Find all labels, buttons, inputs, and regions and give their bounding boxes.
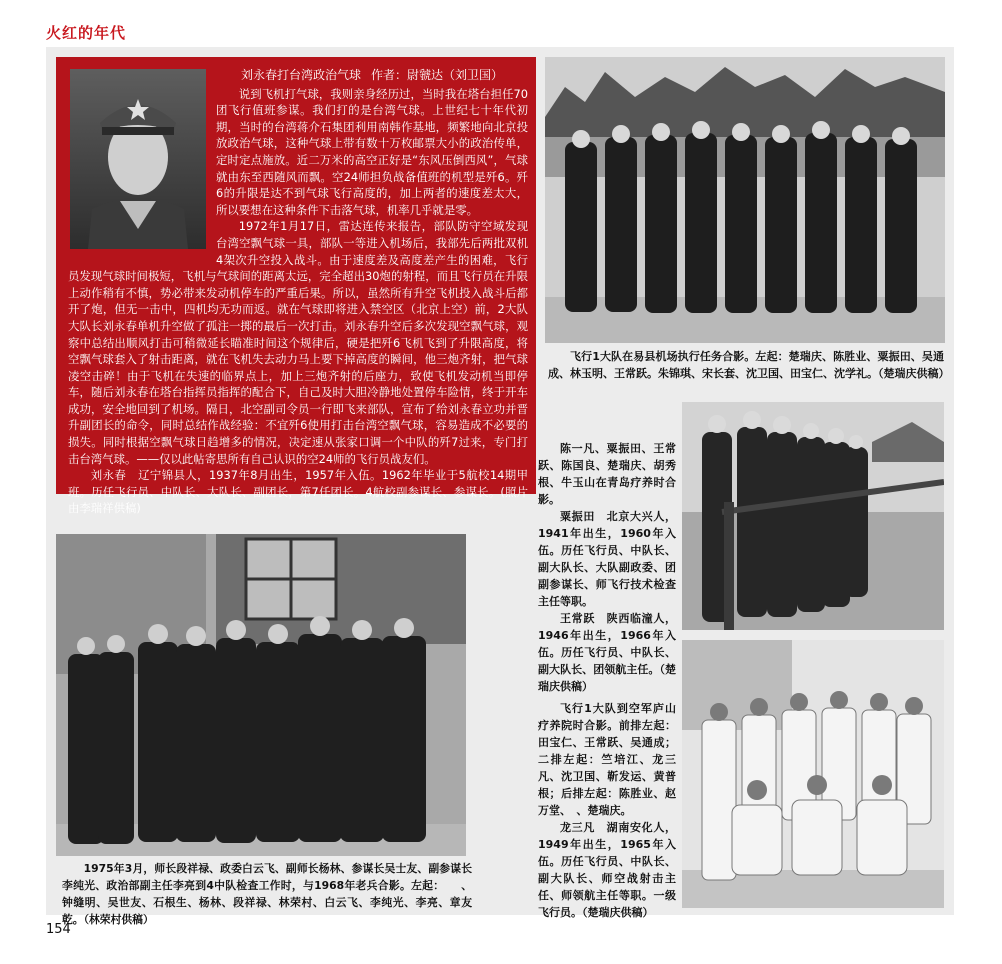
- story-author: 作者：尉虢达（刘卫国）: [371, 68, 504, 82]
- veterans-photo-caption: 1975年3月，师长段祥禄、政委白云飞、副师长杨林、参谋长吴士友、副参谋长李纯光、政治部副主任李亮到4中队检查工作时，与1968年老兵合影。左起： 、钟缝明、吴世友、石根生、杨林、段祥禄、林荣村、白云飞、李纯光、李亮、章友乾。（林荣村供稿）: [62, 862, 472, 926]
- veterans-group-photo: [56, 534, 466, 856]
- story-bio: 刘永春 辽宁锦县人，1937年8月出生，1957年入伍。1962年毕业于5航校14期甲班。历任飞行员、中队长、大队长、副团长，第7任团长。4航校副参谋长、参谋长。(照片由李瑞祥供稿): [68, 468, 528, 516]
- page-number: 154: [46, 922, 71, 937]
- portrait-photo: [70, 69, 206, 249]
- lushan-photo-caption: 飞行1大队到空军庐山疗养院时合影。前排左起：田宝仁、王常跃、吴通成；二排左起：竺培江、龙三凡、沈卫国、靳发运、黄普根；后排左起：陈胜业、赵万堂、 、楚瑞庆。 龙三凡 湖南安化人，1949年出生，1965年入伍。历任飞行员、中队长、副大队长、师空战射击主任、师领航主任等职。一级飞行员。（楚瑞庆供稿）: [538, 702, 676, 919]
- story-title: 刘永春打台湾政治气球: [240, 68, 361, 82]
- story-paragraph: 说到飞机打气球，我则亲身经历过，当时我在塔台担任70团飞行值班参谋。我们打的是台湾气球。上世纪七十年代初期，当时的台湾蒋介石集团利用南韩作基地，频繁地向北京投放政治气球，这种气球上带有数十万枚邮票大小的政治传单，定时定点施放。近二万米的高空正好是“东风压倒西风”，气球就由东至西随风而飘。空24师担负战备值班的机型是歼6。歼6的升限是达不到气球飞行高度的，加上两者的速度差太大，所以要想在这种条件下击落气球，机率几乎就是零。: [216, 86, 528, 217]
- qingdao-group-photo: [682, 402, 944, 630]
- lushan-group-photo: [682, 640, 944, 908]
- story-paragraph: 1972年1月17日，雷达连传来报告，部队防守空域发现台湾空飘气球一具，部队一等进入机场后，我部先后两批双机4架次升空投入战斗。由于速度差及高度差产生的困难，飞行员发现气球时间极短，飞机与气球间的距离太远，完全超出30炮的射程，而且飞行员在升限上动作稍有不慎，势必带来发动机停车的严重后果。所以，虽然所有升空飞机投入战斗后都开了炮，但无一击中，四机均无功而返。就在气球即将进入禁空区（北京上空）前，2大队大队长刘永春单机升空做了孤注一掷的最后一次打击。刘永春升空后多次发现空飘气球，观察中总结出顺风打击可稍微延长瞄准时间这个规律后，硬是把歼6飞机飞到了升限高度，将空飘气球套入了射击距离，就在飞机失去动力马上要下掉高度的瞬间，他三炮齐射，把气球凌空击碎！由于飞机在失速的临界点上，加上三炮齐射的后座力，致使飞机发动机当即停车，随后刘永春在塔台指挥员指挥的配合下，自己及时大胆冷静地处置停车险情，终于开车成功，安全地回到了机场。隔日，北空副司令员一行即飞来部队，宣布了给刘永春立功并晋升副团长的命令，同时总结作战经验：不宜歼6使用打击台湾空飘气球，容易造成不必要的损失。同时根据空飘气球日趋增多的情况，决定速从张家口调一个中队的歼7过来，专门打击台湾气球。——仅以此帖寄思所有自己认识的空24师的飞行员战友们。: [68, 219, 528, 466]
- story-box: [56, 57, 536, 516]
- page-header-title: 火红的年代: [46, 24, 127, 42]
- qingdao-photo-caption: 陈一凡、粟振田、王常跃、陈国良、楚瑞庆、胡秀根、牛玉山在青岛疗养时合影。 粟振田 北京大兴人，1941年出生，1960年入伍。历任飞行员、中队长、副大队长、大队副政委、团副参谋长、师飞行技术检查主任等职。 王常跃 陕西临潼人，1946年出生，1966年入伍。历任飞行员、中队长、副大队长、团领航主任。（楚瑞庆供稿）: [538, 442, 676, 693]
- airfield-group-photo: [545, 57, 945, 343]
- airfield-photo-caption: 飞行1大队在易县机场执行任务合影。左起：楚瑞庆、陈胜业、粟振田、吴通成、林玉明、王常跃。朱锦琪、宋长套、沈卫国、田宝仁、沈学礼。（楚瑞庆供稿）: [548, 350, 950, 380]
